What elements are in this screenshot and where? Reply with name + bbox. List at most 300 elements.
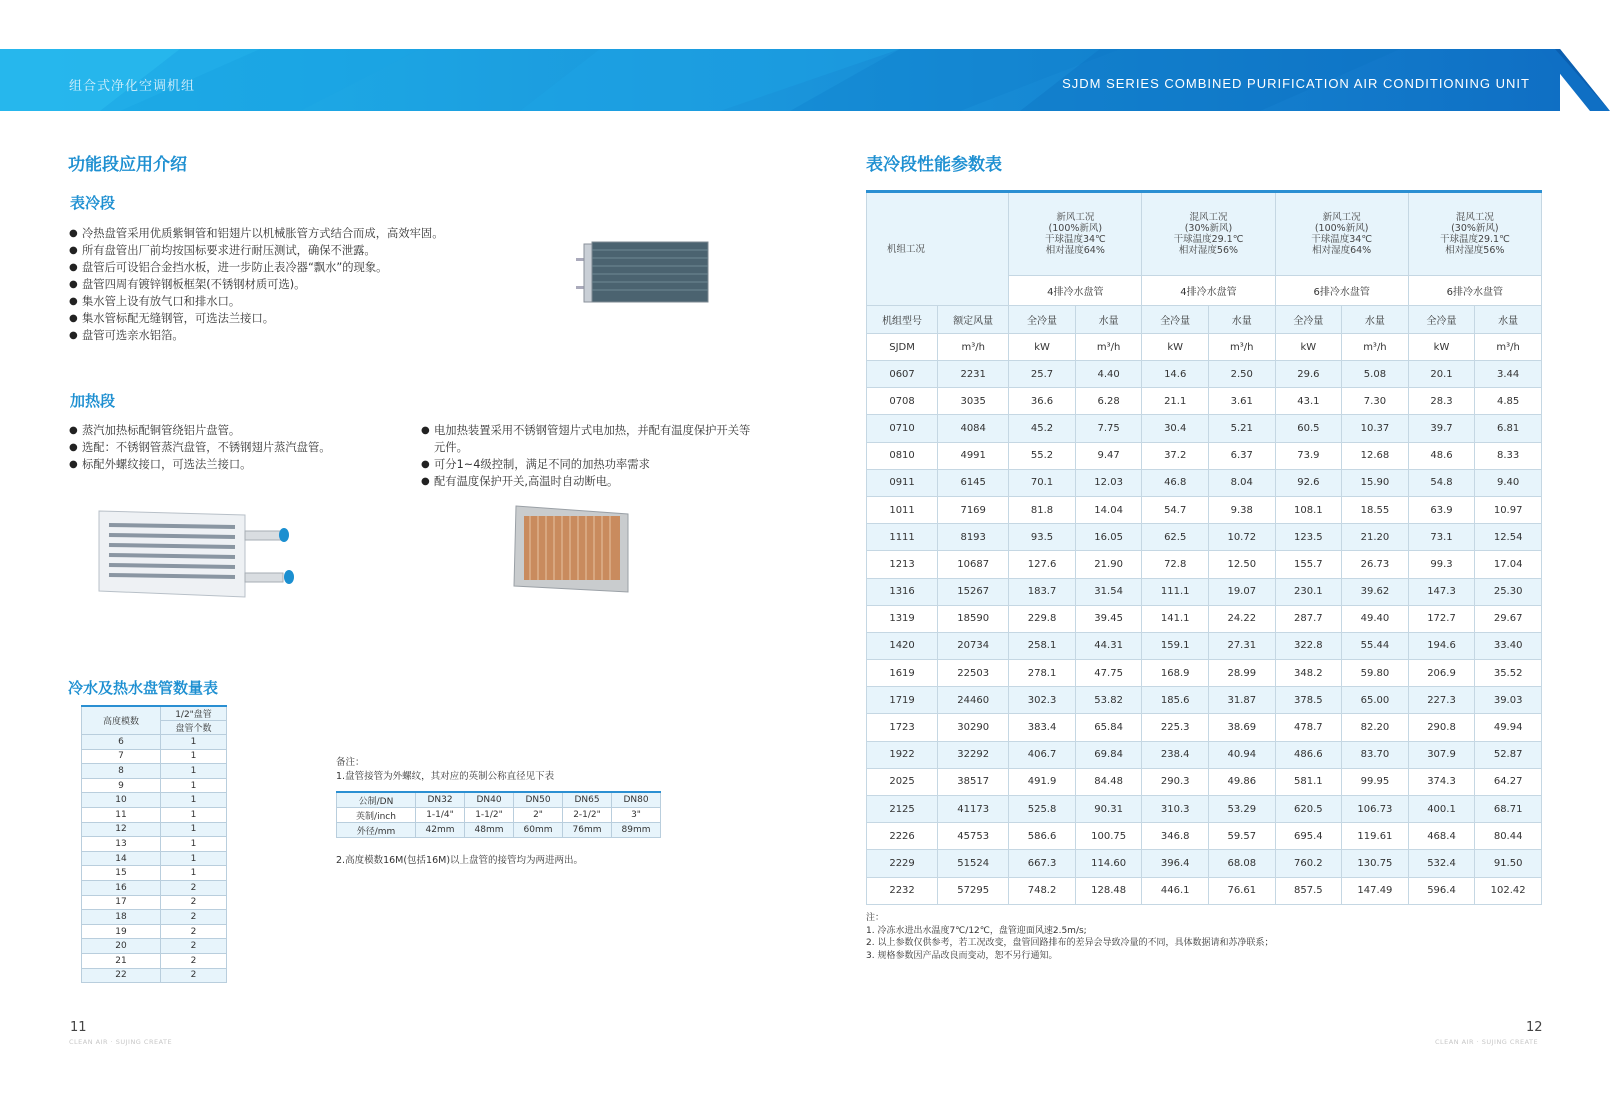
table-cell: 468.4	[1408, 823, 1475, 850]
table-cell: 64.27	[1475, 768, 1542, 795]
table-cell: 1	[161, 851, 227, 866]
table-cell: 0710	[867, 415, 938, 442]
table-cell: 57295	[938, 877, 1009, 904]
table-row	[867, 714, 1542, 741]
table-cell: 290.3	[1142, 768, 1209, 795]
table-cell: 24460	[938, 687, 1009, 714]
condition-4	[1408, 192, 1541, 276]
note-line: 注：	[866, 913, 885, 923]
list-item: ● 标配外螺纹接口，可选法兰接口。	[69, 456, 399, 473]
table-cell: 65.84	[1075, 714, 1142, 741]
table-cell: 1420	[867, 632, 938, 659]
table-row	[82, 968, 227, 983]
table-cell: 2	[161, 953, 227, 968]
list-item: ● 所有盘管出厂前均按国标要求进行耐压测试，确保不泄露。	[69, 242, 519, 259]
table-cell: 3.61	[1208, 388, 1275, 415]
section-title-performance: 表冷段性能参数表	[866, 155, 1002, 175]
table-cell: 194.6	[1408, 632, 1475, 659]
table-cell: 695.4	[1275, 823, 1342, 850]
condition-line: 干球温度29.1℃	[1439, 234, 1510, 245]
table-unit: m³/h	[1208, 334, 1275, 361]
table-cell: 76mm	[563, 823, 612, 838]
table-cell: 287.7	[1275, 605, 1342, 632]
table-cell: 2226	[867, 823, 938, 850]
table-header-row	[867, 306, 1542, 334]
condition-line: 相对湿度64%	[1045, 245, 1105, 256]
table-cell: 24.22	[1208, 605, 1275, 632]
table-cell: 41173	[938, 796, 1009, 823]
table-cell: 48mm	[465, 823, 514, 838]
table-cell: 183.7	[1009, 578, 1076, 605]
table-cell: 73.1	[1408, 524, 1475, 551]
table-row	[337, 792, 661, 808]
list-item: ● 盘管四周有镀锌钢板框架(不锈钢材质可选)。	[69, 276, 519, 293]
condition-line: 混风工况	[1455, 212, 1494, 223]
table-cell: 6.37	[1208, 442, 1275, 469]
table-cell: 外径/mm	[337, 823, 416, 838]
table-header: 水量	[1208, 306, 1275, 334]
table-unit: m³/h	[1075, 334, 1142, 361]
table-cell: 81.8	[1009, 496, 1076, 523]
table-cell: 25.7	[1009, 361, 1076, 388]
footer-left: CLEAN AIR · SUJING CREATE	[69, 1038, 173, 1046]
table-cell: 6.28	[1075, 388, 1142, 415]
table-cell: 73.9	[1275, 442, 1342, 469]
coil-count-title: 冷水及热水盘管数量表	[68, 679, 219, 697]
table-cell: 30.4	[1142, 415, 1209, 442]
table-cell: 29.6	[1275, 361, 1342, 388]
condition-line: 干球温度34℃	[1311, 234, 1373, 245]
table-cell: 59.80	[1342, 660, 1409, 687]
table-cell: 123.5	[1275, 524, 1342, 551]
table-cell: 22	[82, 968, 161, 983]
table-cell: 11	[82, 807, 161, 822]
table-cell: 18590	[938, 605, 1009, 632]
condition-line: 相对湿度64%	[1312, 245, 1372, 256]
table-row	[82, 778, 227, 793]
cooling-bullet-list	[69, 225, 519, 344]
table-row	[82, 866, 227, 881]
table-cell: 10	[82, 793, 161, 808]
table-cell: 12.54	[1475, 524, 1542, 551]
table-header: 全冷量	[1142, 306, 1209, 334]
condition-line: (30%新风)	[1184, 223, 1233, 234]
remarks-line-2: 2.高度模数16M(包括16M)以上盘管的接管均为两进两出。	[336, 855, 584, 866]
table-cell: 108.1	[1275, 496, 1342, 523]
table-cell: 2025	[867, 768, 938, 795]
table-cell: 10.72	[1208, 524, 1275, 551]
note-line: 1. 冷冻水进出水温度7℃/12℃，盘管迎面风速2.5m/s;	[866, 925, 1087, 936]
condition-line: 混风工况	[1189, 212, 1228, 223]
table-row	[82, 807, 227, 822]
table-cell: 20	[82, 939, 161, 954]
table-cell: 32292	[938, 741, 1009, 768]
steam-coil-image	[95, 505, 295, 609]
table-cell: 60.5	[1275, 415, 1342, 442]
table-cell: 185.6	[1142, 687, 1209, 714]
table-unit: kW	[1142, 334, 1209, 361]
table-cell: 39.7	[1408, 415, 1475, 442]
coil-type: 4排冷水盘管	[1142, 276, 1275, 306]
table-cell: 39.03	[1475, 687, 1542, 714]
table-cell: 93.5	[1009, 524, 1076, 551]
coil-type: 6排冷水盘管	[1275, 276, 1408, 306]
table-row	[337, 808, 661, 823]
table-cell: 130.75	[1342, 850, 1409, 877]
table-cell: 49.86	[1208, 768, 1275, 795]
condition-line: 相对湿度56%	[1445, 245, 1505, 256]
table-cell: 13	[82, 837, 161, 852]
table-cell: 72.8	[1142, 551, 1209, 578]
table-notes	[866, 912, 1273, 962]
table-row	[867, 660, 1542, 687]
table-cell: 6.81	[1475, 415, 1542, 442]
table-cell: 1723	[867, 714, 938, 741]
table-cell: 760.2	[1275, 850, 1342, 877]
table-cell: 53.29	[1208, 796, 1275, 823]
table-cell: 2-1/2"	[563, 808, 612, 823]
condition-1	[1009, 192, 1142, 276]
table-cell: 378.5	[1275, 687, 1342, 714]
table-header: 水量	[1475, 306, 1542, 334]
table-row	[867, 632, 1542, 659]
table-cell: 172.7	[1408, 605, 1475, 632]
table-cell: 76.61	[1208, 877, 1275, 904]
table-cell: 60mm	[514, 823, 563, 838]
condition-3	[1275, 192, 1408, 276]
table-row	[867, 524, 1542, 551]
note-line: 2. 以上参数仅供参考，若工况改变，盘管回路排布的差异会导致冷量的不同，具体数据请和苏净联系；	[866, 938, 1274, 948]
list-item: ● 盘管可选亲水铝箔。	[69, 327, 519, 344]
table-cell: 83.70	[1342, 741, 1409, 768]
table-cell: 48.6	[1408, 442, 1475, 469]
table-cell: 1719	[867, 687, 938, 714]
table-cell: 1	[161, 793, 227, 808]
table-row	[82, 880, 227, 895]
list-item: ● 电加热装置采用不锈钢管翅片式电加热，并配有温度保护开关等元件。	[421, 422, 756, 456]
table-unit: m³/h	[1342, 334, 1409, 361]
table-cell: 114.60	[1075, 850, 1142, 877]
table-cell: 1319	[867, 605, 938, 632]
table-cell: 91.50	[1475, 850, 1542, 877]
table-row	[867, 496, 1542, 523]
table-cell: 55.2	[1009, 442, 1076, 469]
condition-2	[1142, 192, 1275, 276]
table-row	[867, 469, 1542, 496]
table-cell: DN40	[465, 792, 514, 808]
table-cell: 7169	[938, 496, 1009, 523]
remarks-title: 备注：	[336, 757, 365, 768]
table-cell: 596.4	[1408, 877, 1475, 904]
table-cell: 33.40	[1475, 632, 1542, 659]
table-cell: 3035	[938, 388, 1009, 415]
table-cell: 1316	[867, 578, 938, 605]
table-cell: 620.5	[1275, 796, 1342, 823]
table-cell: 111.1	[1142, 578, 1209, 605]
table-header: 高度模数	[82, 706, 161, 735]
table-cell: 4.85	[1475, 388, 1542, 415]
table-cell: 15	[82, 866, 161, 881]
table-cell: 8.04	[1208, 469, 1275, 496]
table-cell: 45.2	[1009, 415, 1076, 442]
heating-bullet-list-left	[69, 422, 399, 473]
table-cell: 525.8	[1009, 796, 1076, 823]
table-cell: 15.90	[1342, 469, 1409, 496]
table-cell: 39.45	[1075, 605, 1142, 632]
table-cell: 12.50	[1208, 551, 1275, 578]
table-header: 全冷量	[1275, 306, 1342, 334]
table-cell: 1	[161, 749, 227, 764]
table-cell: 155.7	[1275, 551, 1342, 578]
table-cell: 2	[161, 910, 227, 925]
table-row	[867, 415, 1542, 442]
table-cell: 7.30	[1342, 388, 1409, 415]
table-header: 全冷量	[1408, 306, 1475, 334]
table-cell: 102.42	[1475, 877, 1542, 904]
table-cell: 36.6	[1009, 388, 1076, 415]
table-cell: 307.9	[1408, 741, 1475, 768]
table-cell: 46.8	[1142, 469, 1209, 496]
performance-table	[866, 190, 1542, 905]
page-number-right: 12	[1526, 1020, 1543, 1035]
table-cell: 68.71	[1475, 796, 1542, 823]
table-cell: 6145	[938, 469, 1009, 496]
table-cell: 29.67	[1475, 605, 1542, 632]
table-cell: 90.31	[1075, 796, 1142, 823]
table-header: 水量	[1342, 306, 1409, 334]
table-cell: 857.5	[1275, 877, 1342, 904]
table-cell: 7.75	[1075, 415, 1142, 442]
table-cell: 8	[82, 764, 161, 779]
table-cell: DN50	[514, 792, 563, 808]
cooling-section-title: 表冷段	[70, 194, 116, 212]
table-cell: 65.00	[1342, 687, 1409, 714]
table-cell: 14.6	[1142, 361, 1209, 388]
coil-type: 4排冷水盘管	[1009, 276, 1142, 306]
table-cell: 39.62	[1342, 578, 1409, 605]
table-cell: 446.1	[1142, 877, 1209, 904]
table-cell: 22503	[938, 660, 1009, 687]
table-cell: 2231	[938, 361, 1009, 388]
table-cell: 346.8	[1142, 823, 1209, 850]
table-cell: 19	[82, 924, 161, 939]
table-cell: 37.2	[1142, 442, 1209, 469]
table-cell: 42mm	[416, 823, 465, 838]
table-cell: 1213	[867, 551, 938, 578]
table-cell: 9	[82, 778, 161, 793]
table-cell: 1619	[867, 660, 938, 687]
table-cell: 52.87	[1475, 741, 1542, 768]
table-unit: m³/h	[938, 334, 1009, 361]
table-cell: 119.61	[1342, 823, 1409, 850]
table-cell: 5.08	[1342, 361, 1409, 388]
heating-bullet-list-right	[421, 422, 756, 490]
table-row	[867, 768, 1542, 795]
table-row	[867, 578, 1542, 605]
table-cell: 2232	[867, 877, 938, 904]
table-row	[867, 361, 1542, 388]
table-cell: 49.40	[1342, 605, 1409, 632]
table-cell: 1-1/2"	[465, 808, 514, 823]
table-cell: 2229	[867, 850, 938, 877]
table-cell: 532.4	[1408, 850, 1475, 877]
table-cell: 54.8	[1408, 469, 1475, 496]
table-cell: 14	[82, 851, 161, 866]
table-cell: 40.94	[1208, 741, 1275, 768]
table-cell: 6	[82, 735, 161, 750]
section-title-function: 功能段应用介绍	[68, 155, 187, 175]
table-cell: 21.1	[1142, 388, 1209, 415]
cooling-coil-image	[570, 240, 710, 312]
condition-line: (100%新风)	[1314, 223, 1369, 234]
table-cell: 667.3	[1009, 850, 1076, 877]
header-right-title: SJDM SERIES COMBINED PURIFICATION AIR CONDITIONING UNIT	[1062, 76, 1530, 91]
table-row	[867, 388, 1542, 415]
table-cell: 1111	[867, 524, 938, 551]
unit-condition-label: 机组工况	[867, 192, 1009, 306]
table-cell: 1	[161, 837, 227, 852]
list-item: ● 选配：不锈钢管蒸汽盘管，不锈钢翅片蒸汽盘管。	[69, 439, 399, 456]
table-row	[337, 823, 661, 838]
table-cell: 1	[161, 778, 227, 793]
table-cell: 28.99	[1208, 660, 1275, 687]
table-cell: 51524	[938, 850, 1009, 877]
table-cell: 100.75	[1075, 823, 1142, 850]
table-cell: 7	[82, 749, 161, 764]
table-cell: 2125	[867, 796, 938, 823]
table-row	[82, 895, 227, 910]
list-item: ● 配有温度保护开关,高温时自动断电。	[421, 473, 756, 490]
table-cell: 8193	[938, 524, 1009, 551]
table-cell: 21.20	[1342, 524, 1409, 551]
table-cell: 486.6	[1275, 741, 1342, 768]
table-cell: 21	[82, 953, 161, 968]
list-item: ● 蒸汽加热标配铜管绕铝片盘管。	[69, 422, 399, 439]
pipe-size-table	[336, 791, 661, 838]
table-cell: 21.90	[1075, 551, 1142, 578]
table-row	[82, 764, 227, 779]
table-row	[82, 735, 227, 750]
table-header: 盘管个数	[161, 721, 227, 735]
table-row	[867, 850, 1542, 877]
table-cell: 9.47	[1075, 442, 1142, 469]
note-line: 3. 规格参数因产品改良而变动，恕不另行通知。	[866, 950, 1058, 961]
table-row	[82, 851, 227, 866]
page-number-left: 11	[70, 1020, 87, 1035]
table-cell: 27.31	[1208, 632, 1275, 659]
table-row	[867, 442, 1542, 469]
table-cell: 0708	[867, 388, 938, 415]
table-cell: 348.2	[1275, 660, 1342, 687]
table-cell: 38517	[938, 768, 1009, 795]
list-item: ● 冷热盘管采用优质紫铜管和铝翅片以机械胀管方式结合而成，高效牢固。	[69, 225, 519, 242]
table-cell: DN32	[416, 792, 465, 808]
table-cell: 16.05	[1075, 524, 1142, 551]
table-cell: 19.07	[1208, 578, 1275, 605]
table-unit: kW	[1009, 334, 1076, 361]
table-cell: 20734	[938, 632, 1009, 659]
table-cell: 英制/inch	[337, 808, 416, 823]
table-cell: 92.6	[1275, 469, 1342, 496]
table-cell: 17.04	[1475, 551, 1542, 578]
table-cell: 1	[161, 735, 227, 750]
condition-line: 新风工况	[1056, 212, 1095, 223]
condition-line: 新风工况	[1322, 212, 1361, 223]
table-cell: 1	[161, 764, 227, 779]
table-unit: m³/h	[1475, 334, 1542, 361]
table-cell: 9.38	[1208, 496, 1275, 523]
table-cell: 3.44	[1475, 361, 1542, 388]
table-cell: 10.97	[1475, 496, 1542, 523]
table-cell: 1	[161, 866, 227, 881]
table-cell: 14.04	[1075, 496, 1142, 523]
table-cell: 47.75	[1075, 660, 1142, 687]
table-row	[82, 822, 227, 837]
table-cell: 80.44	[1475, 823, 1542, 850]
table-cell: 2"	[514, 808, 563, 823]
table-row	[82, 953, 227, 968]
table-cell: 4084	[938, 415, 1009, 442]
table-cell: 12	[82, 822, 161, 837]
table-cell: 10687	[938, 551, 1009, 578]
coil-type: 6排冷水盘管	[1408, 276, 1541, 306]
table-cell: 0607	[867, 361, 938, 388]
table-cell: 1	[161, 822, 227, 837]
table-cell: 2	[161, 880, 227, 895]
table-row	[867, 823, 1542, 850]
table-cell: 45753	[938, 823, 1009, 850]
table-cell: 16	[82, 880, 161, 895]
table-row	[82, 793, 227, 808]
table-cell: 70.1	[1009, 469, 1076, 496]
electric-heater-image	[510, 502, 630, 601]
table-cell: 99.3	[1408, 551, 1475, 578]
table-row	[867, 741, 1542, 768]
list-item: ● 盘管后可设铝合金挡水板，进一步防止表冷器“飘水”的现象。	[69, 259, 519, 276]
table-cell: 69.84	[1075, 741, 1142, 768]
condition-line: 干球温度34℃	[1044, 234, 1106, 245]
table-cell: 147.3	[1408, 578, 1475, 605]
table-cell: 59.57	[1208, 823, 1275, 850]
list-item: ● 集水管标配无缝钢管，可选法兰接口。	[69, 310, 519, 327]
table-cell: 公制/DN	[337, 792, 416, 808]
table-row	[82, 749, 227, 764]
footer-right: CLEAN AIR · SUJING CREATE	[1435, 1038, 1539, 1046]
table-cell: 396.4	[1142, 850, 1209, 877]
table-row	[82, 910, 227, 925]
table-cell: 44.31	[1075, 632, 1142, 659]
table-cell: 225.3	[1142, 714, 1209, 741]
table-row	[82, 939, 227, 954]
table-cell: 89mm	[612, 823, 661, 838]
table-row	[82, 837, 227, 852]
table-header: 额定风量	[938, 306, 1009, 334]
table-row	[867, 796, 1542, 823]
table-cell: 2	[161, 968, 227, 983]
table-row	[867, 551, 1542, 578]
table-cell: 55.44	[1342, 632, 1409, 659]
table-cell: 168.9	[1142, 660, 1209, 687]
table-header: 全冷量	[1009, 306, 1076, 334]
table-cell: 127.6	[1009, 551, 1076, 578]
table-cell: 400.1	[1408, 796, 1475, 823]
table-cell: 147.49	[1342, 877, 1409, 904]
table-cell: 63.9	[1408, 496, 1475, 523]
header-left-title: 组合式净化空调机组	[69, 79, 196, 94]
table-cell: 406.7	[1009, 741, 1076, 768]
table-cell: 478.7	[1275, 714, 1342, 741]
table-cell: 1011	[867, 496, 938, 523]
